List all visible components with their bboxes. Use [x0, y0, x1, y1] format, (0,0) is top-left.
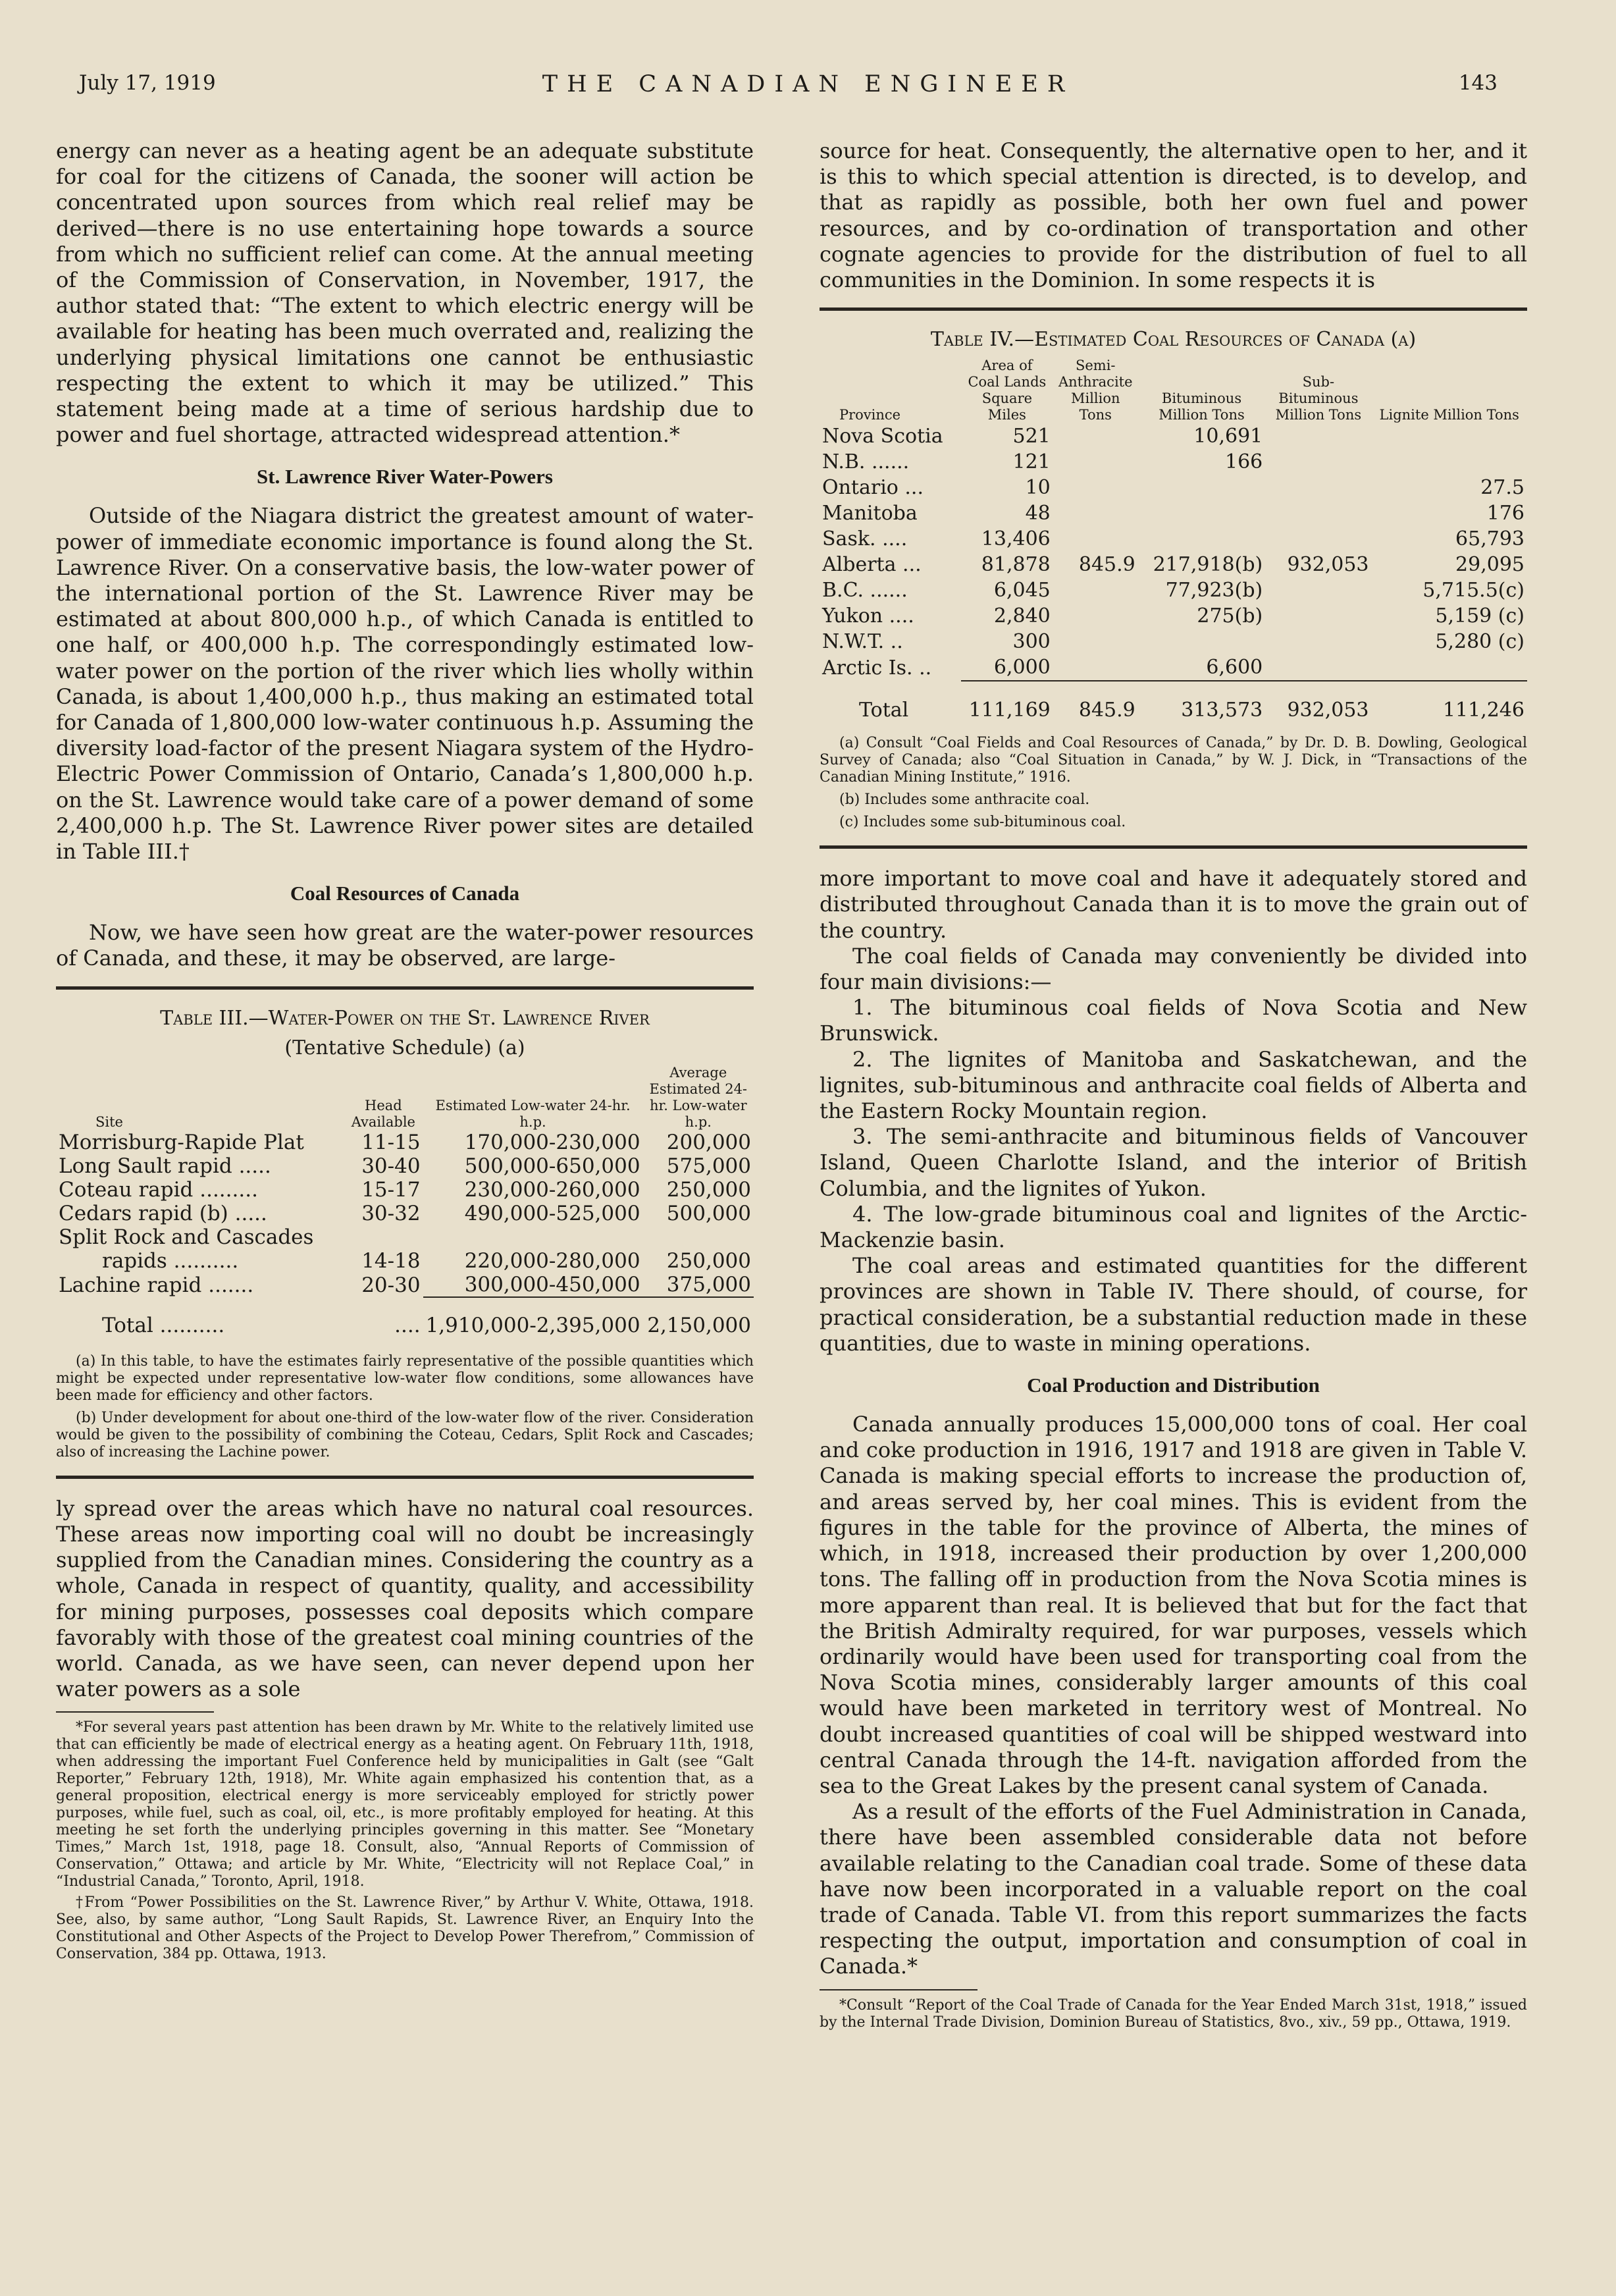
table-iv-lignite: 65,793	[1455, 527, 1525, 551]
table-iv-lignite: 29,095	[1455, 553, 1525, 577]
table-iv-lignite: 5,715.5(c)	[1422, 579, 1525, 602]
table-iv-note-a: (a) Consult “Coal Fields and Coal Resources of Canada,” by Dr. D. B. Dowling, Geological Survey of Canada; also “Coal Situation in Canada,” by W. J. Dick, in “Transactions of the Canadian Mining Institute,” 1916.	[820, 735, 1527, 786]
table-iv-lignite	[1372, 654, 1528, 681]
table-iv-notes	[820, 735, 1527, 831]
table-iv-bituminous	[1138, 475, 1266, 500]
heading-coal-production: Coal Production and Distribution	[1027, 1374, 1320, 1397]
table-iii-average: 200,000	[666, 1130, 751, 1154]
table-iii-total-average: 2,150,000	[647, 1313, 751, 1337]
table-iv-bituminous: 77,923(b)	[1165, 579, 1263, 602]
table-iii-top-rule	[56, 986, 754, 990]
table-iv-anthracite	[1053, 577, 1138, 603]
table-iv-total-subbituminous: 932,053	[1287, 699, 1369, 722]
table-row	[820, 603, 1527, 629]
table-iv-bituminous	[1138, 526, 1266, 552]
table-iii-subtitle: (Tentative Schedule) (a)	[284, 1036, 525, 1059]
table-iv-province: B.C. ......	[822, 579, 908, 602]
table-iii-total-lowwater: 1,910,000-2,395,000	[425, 1313, 640, 1337]
right-column	[820, 138, 1527, 2031]
table-iii-site: Coteau rapid .........	[59, 1177, 258, 1202]
table-iii-average: 500,000	[666, 1201, 751, 1225]
table-iii-site: Cedars rapid (b) .....	[59, 1201, 267, 1225]
right-footnote-rule	[820, 1989, 977, 1990]
table-iv-total-row	[820, 688, 1527, 723]
table-iv-total-lignite: 111,246	[1442, 699, 1525, 722]
table-iv-lignite: 5,280 (c)	[1435, 630, 1525, 654]
table-iv-subbituminous: 932,053	[1287, 553, 1369, 577]
list-item: 1. The bituminous coal fields of Nova Scotia and New Brunswick.	[820, 995, 1527, 1046]
table-iii-header-head: Head Available	[351, 1097, 415, 1130]
table-iii-lowwater: 490,000-525,000	[464, 1201, 640, 1225]
table-iii-total-head: ....	[394, 1313, 421, 1337]
table-iv-subbituminous	[1265, 423, 1371, 449]
table-iii-head: 30-32	[361, 1201, 421, 1225]
table-iii-total-row	[56, 1304, 754, 1337]
table-iii-average: 250,000	[666, 1248, 751, 1273]
table-iv-header-lignite: Lignite Million Tons	[1379, 407, 1519, 423]
continuation-paragraph: ly spread over the areas which have no natural coal resources. These areas now importing coal will no doubt be increasingly supplied from the Canadian mines. Considering the country as a whole, Canada in respect of quantity, quality, and accessibility for mining purposes, possesses coal deposits which compare favorably with those of the greatest coal mining countries of the world. Canada, as we have seen, can never depend upon her water powers as a sole	[56, 1495, 754, 1702]
table-iii-header-average: Average Estimated 24-hr. Low-water h.p.	[649, 1064, 748, 1130]
table-row	[820, 629, 1527, 654]
table-iv-note-b: (b) Includes some anthracite coal.	[839, 791, 1090, 809]
areas-paragraph: The coal areas and estimated quantities for the different provinces are shown in Table IV. There should, of course, for practical consideration, be a substantial reduction made in these quantities, due to waste in mining operations.	[820, 1253, 1527, 1356]
table-iii-head: 30-40	[361, 1154, 421, 1178]
table-iii-notes	[56, 1353, 754, 1461]
table-iii-header-site: Site	[95, 1113, 123, 1130]
running-header	[0, 71, 1616, 111]
table-iv-bituminous: 166	[1224, 450, 1263, 474]
list-item: 3. The semi-anthracite and bituminous fields of Vancouver Island, Queen Charlotte Island, and the interior of British Columbia, and the lignites of Yukon.	[820, 1124, 1527, 1201]
fuel-administration-paragraph: As a result of the efforts of the Fuel Administration in Canada, there have been assembled considerable data not before available relating to the Canadian coal trade. Some of these data have now been incorporated in a valuable report on the coal trade of Canada. Table VI. from this report summarizes the facts respecting the output, importation and consumption of coal in Canada.*	[820, 1799, 1527, 1979]
table-iii-bottom-rule	[56, 1476, 754, 1479]
table-iv-header-anthracite: Semi- Anthracite Million Tons	[1058, 358, 1133, 423]
table-iv-province: Yukon ....	[822, 604, 914, 628]
table-iv-anthracite	[1053, 654, 1138, 681]
table-iv-bituminous: 6,600	[1206, 656, 1263, 680]
table-iii-grid	[56, 1065, 754, 1337]
st-lawrence-paragraph: Outside of the Niagara district the greatest amount of water-power of immediate economic importance is found along the St. Lawrence River. On a conservative basis, the low-water power of the international portion of the St. Lawrence River may be estimated at about 800,000 h.p., of which Canada is entitled to one half, or 400,000 h.p. The correspondingly estimated low-water power on the portion of the river which lies wholly within Canada, is about 1,400,000 h.p., thus making an estimated total for Canada of 1,800,000 low-water continuous h.p. Assuming the diversity load-factor of the present Niagara system of the Hydro-Electric Power Commission of Ontario, Canada’s 1,800,000 h.p. on the St. Lawrence would take care of a power demand of some 2,400,000 h.p. The St. Lawrence River power sites are detailed in Table III.†	[56, 503, 754, 865]
table-row	[820, 449, 1527, 475]
table-iv-area: 6,045	[993, 579, 1051, 602]
table-iv-province: Nova Scotia	[822, 425, 943, 448]
table-iv-province: N.W.T. ..	[822, 630, 903, 654]
table-iv-bituminous: 275(b)	[1197, 604, 1263, 628]
table-iii-site: Morrisburg-Rapide Plat	[59, 1130, 304, 1154]
table-iv-anthracite	[1053, 603, 1138, 629]
table-iv	[820, 328, 1527, 831]
table-iv-area: 10	[1025, 476, 1051, 500]
table-iv-total-bituminous: 313,573	[1181, 699, 1263, 722]
table-iii-average: 250,000	[666, 1177, 751, 1202]
table-iv-total-area: 111,169	[968, 699, 1051, 722]
footnote-rule	[56, 1711, 214, 1713]
header-page-number: 143	[1458, 71, 1498, 95]
table-row	[56, 1202, 754, 1225]
table-iv-bituminous: 217,918(b)	[1153, 553, 1263, 577]
table-iv-total-anthracite: 845.9	[1078, 699, 1135, 722]
table-iii-site: Split Rock and Cascades	[59, 1225, 314, 1249]
table-iv-header-subbituminous: Sub- Bituminous Million Tons	[1275, 374, 1362, 423]
header-date: July 17, 1919	[79, 71, 216, 95]
table-iv-header-bituminous: Bituminous Million Tons	[1159, 390, 1245, 423]
table-iv-subbituminous	[1265, 629, 1371, 654]
table-iii-lowwater: 500,000-650,000	[464, 1154, 640, 1178]
table-iii-site: Long Sault rapid .....	[59, 1154, 271, 1178]
header-journal-title: THE CANADIAN ENGINEER	[542, 71, 1074, 97]
table-iv-total-rule	[820, 681, 1527, 688]
footnote-2: †From “Power Possibilities on the St. Lawrence River,” by Arthur V. White, Ottawa, 1918. See, also, by same author, “Long Sault Rapids, St. Lawrence River, an Enquiry Into the Constitutional and Other Aspects of the Project to Develop Power Therefrom,” Commission of Conservation, 384 pp. Ottawa, 1913.	[56, 1894, 754, 1963]
list-item: 4. The low-grade bituminous coal and lignites of the Arctic-Mackenzie basin.	[820, 1201, 1527, 1253]
table-iii-total-label: Total ..........	[102, 1313, 225, 1337]
table-iv-header-area: Area of Coal Lands Square Miles	[968, 358, 1047, 423]
table-row	[820, 526, 1527, 552]
table-iv-area: 13,406	[981, 527, 1051, 551]
right-top-paragraph: source for heat. Consequently, the alternative open to her, and it is this to which special attention is directed, is to develop, and that as rapidly as possible, both her own fuel and power resources, and by co-ordination of transportation and other cognate agencies to provide for the distribution of fuel to all communities in the Dominion. In some respects it is	[820, 138, 1527, 293]
table-iv-anthracite	[1053, 423, 1138, 449]
table-row	[56, 1225, 754, 1249]
table-iv-subbituminous	[1265, 526, 1371, 552]
table-row	[56, 1273, 754, 1297]
table-iv-province: Arctic Is. ..	[822, 656, 932, 680]
table-iv-anthracite	[1053, 526, 1138, 552]
table-iv-note-c: (c) Includes some sub-bituminous coal.	[839, 814, 1126, 831]
table-iii-title: Table III.—Water-Power on the St. Lawrence River	[160, 1006, 650, 1030]
footnote-1: *For several years past attention has been drawn by Mr. White to the relatively limited use that can efficiently be made of electrical energy as a heating agent. On February 11th, 1918, when addressing the important Fuel Conference held by municipalities in Galt (see “Galt Reporter,” February 12th, 1918), Mr. White again emphasized his contention that, as a general proposition, electrical energy is more serviceably employed for strictly power purposes, while fuel, such as coal, oil, etc., is more profitably employed for heating. At this meeting he set forth the underlying principles governing in this matter. See “Monetary Times,” March 1st, 1918, page 18. Consult, also, “Annual Reports of Commission of Conservation,” Ottawa; and article by Mr. White, “Electricity will not Replace Coal,” in “Industrial Canada,” Toronto, April, 1918.	[56, 1719, 754, 1890]
table-iv-area: 121	[1012, 450, 1051, 474]
table-iv-bituminous: 10,691	[1193, 425, 1263, 448]
table-iv-province: Sask. ....	[822, 527, 908, 551]
heading-coal-resources: Coal Resources of Canada	[290, 882, 520, 905]
table-iv-bottom-rule	[820, 845, 1527, 849]
table-iii-average: 375,000	[666, 1272, 751, 1296]
divisions-list	[820, 995, 1527, 1253]
table-iv-area: 2,840	[993, 604, 1051, 628]
table-iii-header-lowwater: Estimated Low-water 24-hr. h.p.	[435, 1097, 631, 1130]
table-iii-head: 14-18	[361, 1248, 421, 1273]
table-iv-subbituminous	[1265, 475, 1371, 500]
table-iv-subbituminous	[1265, 449, 1371, 475]
table-iii	[56, 1007, 754, 1461]
table-row	[820, 552, 1527, 577]
table-iv-lignite	[1372, 449, 1528, 475]
table-iv-province: N.B. ......	[822, 450, 910, 474]
table-row	[820, 423, 1527, 449]
table-iv-area: 81,878	[981, 553, 1051, 577]
table-iv-subbituminous	[1265, 603, 1371, 629]
table-iv-area: 48	[1025, 502, 1051, 525]
table-iv-anthracite	[1053, 449, 1138, 475]
table-iii-head	[344, 1225, 423, 1249]
table-iv-grid	[820, 358, 1527, 723]
table-iv-lignite: 5,159 (c)	[1435, 604, 1525, 628]
table-iv-anthracite	[1053, 500, 1138, 526]
table-iv-subbituminous	[1265, 577, 1371, 603]
table-iv-province: Manitoba	[822, 502, 918, 525]
table-iii-lowwater: 220,000-280,000	[464, 1248, 640, 1273]
table-iv-area: 6,000	[993, 656, 1051, 680]
table-iv-bituminous	[1138, 629, 1266, 654]
table-iii-lowwater: 300,000-450,000	[464, 1272, 640, 1296]
table-iv-area: 521	[1012, 425, 1051, 448]
table-row	[820, 654, 1527, 681]
after-table-paragraph: more important to move coal and have it adequately stored and distributed throughout Canada than it is to move the grain out of the country.	[820, 866, 1527, 943]
table-row	[56, 1249, 754, 1273]
table-iv-top-rule	[820, 307, 1527, 311]
table-iv-anthracite	[1053, 475, 1138, 500]
table-iv-province: Ontario ...	[822, 476, 924, 500]
table-iii-head: 15-17	[361, 1177, 421, 1202]
coal-resources-paragraph: Now, we have seen how great are the water-power resources of Canada, and these, it may be observed, are large-	[56, 920, 754, 971]
table-iv-lignite: 27.5	[1480, 476, 1525, 500]
table-iv-province: Alberta ...	[822, 553, 922, 577]
right-footnote: *Consult “Report of the Coal Trade of Canada for the Year Ended March 31st, 1918,” issued by the Internal Trade Division, Dominion Bureau of Statistics, 8vo., xiv., 59 pp., Ottawa, 1919.	[820, 1996, 1527, 2031]
table-row	[820, 475, 1527, 500]
table-iii-head: 20-30	[361, 1273, 421, 1297]
table-iv-title: Table IV.—Estimated Coal Resources of Canada (a)	[930, 328, 1417, 352]
table-iii-lowwater: 170,000-230,000	[464, 1130, 640, 1154]
table-row	[56, 1131, 754, 1154]
table-row	[56, 1178, 754, 1202]
table-iv-subbituminous	[1265, 500, 1371, 526]
table-iii-average	[643, 1225, 754, 1249]
list-item: 2. The lignites of Manitoba and Saskatchewan, and the lignites, sub-bituminous and anthracite coal fields of Alberta and the Eastern Rocky Mountain region.	[820, 1046, 1527, 1124]
table-iv-anthracite: 845.9	[1078, 553, 1135, 577]
table-iv-lignite: 176	[1486, 502, 1525, 525]
table-row	[56, 1154, 754, 1178]
table-iii-site: Lachine rapid .......	[59, 1273, 254, 1297]
table-iv-total-label: Total	[859, 699, 909, 722]
table-iii-average: 575,000	[666, 1154, 751, 1178]
table-iv-lignite	[1372, 423, 1528, 449]
table-iv-area: 300	[1012, 630, 1051, 654]
table-iv-subbituminous	[1265, 654, 1371, 681]
table-iv-anthracite	[1053, 629, 1138, 654]
intro-paragraph: energy can never as a heating agent be an adequate substitute for coal for the citizens of Canada, the sooner will action be concentrated upon sources from which real relief may be derived—there is no use entertaining hope towards a source from which no sufficient relief can come. At the annual meeting of the Commission of Conservation, in November, 1917, the author stated that: “The extent to which electric energy will be available for heating has been much overrated and, realizing the underlying physical limitations one cannot be enthusiastic respecting the extent to which it may be utilized.” This statement being made at a time of serious hardship due to power and fuel shortage, attracted widespread attention.*	[56, 138, 754, 448]
left-column	[56, 138, 754, 1963]
table-iv-header-province: Province	[839, 407, 901, 423]
table-row	[820, 500, 1527, 526]
table-iii-total-rule	[56, 1297, 754, 1304]
table-iii-site: rapids ..........	[102, 1248, 239, 1273]
table-iii-note-a: (a) In this table, to have the estimates fairly representative of the possible quantities which might be expected under representative low-water flow conditions, some allowances have been made for efficiency and other factors.	[56, 1352, 754, 1404]
table-iii-lowwater: 230,000-260,000	[464, 1177, 640, 1202]
divisions-intro: The coal fields of Canada may conveniently be divided into four main divisions:—	[820, 943, 1527, 995]
table-iii-head: 11-15	[361, 1130, 421, 1154]
heading-st-lawrence: St. Lawrence River Water-Powers	[257, 465, 553, 489]
table-iii-lowwater	[423, 1225, 643, 1249]
production-paragraph: Canada annually produces 15,000,000 tons of coal. Her coal and coke production in 1916, 1917 and 1918 are given in Table V. Canada is making special efforts to increase the production of, and areas served by, her coal mines. This is evident from the figures in the table for the province of Alberta, the mines of which, in 1918, increased their production by over 1,200,000 tons. The falling off in production from the Nova Scotia mines is more apparent than real. It is believed that but for the fact that the British Admiralty required, for war purposes, vessels which ordinarily would have been used for transporting coal from the Nova Scotia mines, considerably larger amounts of this coal would have been marketed in territory west of Montreal. No doubt increased quantities of coal will be shipped westward into central Canada through the 14-ft. navigation afforded from the sea to the Great Lakes by the present canal system of Canada.	[820, 1412, 1527, 1798]
table-iii-note-b: (b) Under development for about one-third of the low-water flow of the river. Consideration would be given to the possibility of combining the Coteau, Cedars, Split Rock and Cascades; also of increasing the Lachine power.	[56, 1409, 754, 1460]
table-iv-bituminous	[1138, 500, 1266, 526]
table-row	[820, 577, 1527, 603]
